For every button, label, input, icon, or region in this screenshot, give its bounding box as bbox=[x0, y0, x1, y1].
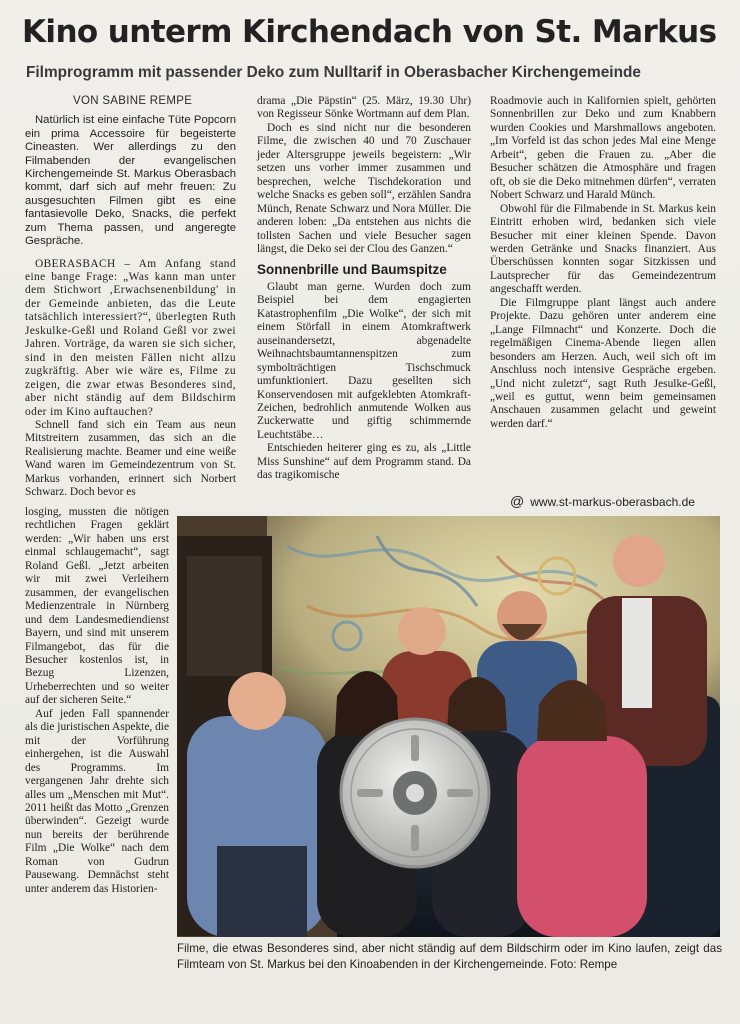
photo-caption: Filme, die etwas Besonderes sind, aber nicht ständig auf dem Bildschirm oder im Kino laufen, zeigt das Filmteam von St. Markus bei den Kinoabenden in der Kirchengemeinde. Foto: Rempe bbox=[177, 942, 722, 971]
article-column-3 bbox=[490, 95, 716, 431]
article-paragraph: Schnell fand sich ein Team aus neun Mitstreitern zusammen, das sich an die Realisierung machte. Beamer und eine weiße Wand waren im Gemeindezentrum von St. Markus vorhanden, erinnert sich Norbert Schwarz. Doch bevor es bbox=[25, 418, 236, 499]
web-link[interactable] bbox=[510, 493, 695, 509]
subheadline: Filmprogramm mit passender Deko zum Nulltarif in Oberasbacher Kirchengemeinde bbox=[26, 64, 641, 81]
article-paragraph: drama „Die Päpstin“ (25. März, 19.30 Uhr) von Regisseur Sönke Wortmann auf dem Plan. bbox=[257, 95, 471, 121]
byline: VON SABINE REMPE bbox=[73, 95, 193, 107]
at-icon: @ bbox=[510, 493, 525, 509]
article-column-2 bbox=[257, 95, 471, 483]
article-column-1 bbox=[25, 95, 236, 500]
article-paragraph: OBERASBACH – Am Anfang stand eine bange Frage: „Was kann man unter dem Stichwort ‚Erwachsenenbildung' in der Gemeinde anbieten, das die Leute tatsächlich interessiert?“, überlegten Ruth Jeskulke-Geßl und Roland Geßl vor zwei Jahren. Vorträge, da waren sie sich sicher, sind in den meisten Fällen nicht allzu zugkräftig. Aber wie wäre es, Filme zu zeigen, die zwar etwas Besonderes sind, aber nicht ständig auf dem Bildschirm oder im Kino auftauchen? bbox=[25, 257, 236, 418]
article-paragraph: Doch es sind nicht nur die besonderen Filme, die zwischen 40 und 70 Zuschauer jeder Altersgruppe jeweils begeistern: „Wir setzen uns vorher immer zusammen und besprechen, welche Tischdekoration und welche Snacks es geben soll“, erzählen Sandra Münch, Renate Schwarz und Nora Müller. Die anderen loben: „Da entstehen aus nichts die tollsten Sachen und viele Besucher sagen längst, die Deko sei der Clou des Ganzen.“ bbox=[257, 121, 471, 255]
article-paragraph: Die Filmgruppe plant längst auch andere Projekte. Dazu gehören unter anderem eine „Lange Filmnacht“ und Konzerte. Doch die regelmäßigen Cinema-Abende liegen allen besonders am Herzen. Auch, weil sich oft im Anschluss noch intensive Gespräche ergeben. „Und nicht zuletzt“, sagt Ruth Jesulke-Geßl, „weil es guttut, wenn beim gemeinsamen Anschauen zusammen gelacht und geweint werden darf.“ bbox=[490, 296, 716, 430]
photo-film-team-illustration bbox=[177, 516, 720, 937]
article-paragraph: Glaubt man gerne. Wurden doch zum Beispiel bei dem engagierten Katastrophenfilm „Die Wolke“, der sich mit einem Störfall in einem Atomkraftwerk auseinandersetzt, abgenadelte Weihnachtsbaumtannenspitzen zum symbolträchtigen Tischschmuck umfunktioniert. Dazu gesellten sich Konservendosen mit aufgeklebten Atomkraft-Zeichen, bedrohlich anmutende Wolken aus Zuckerwatte und giftig schimmernde Leuchtstäbe… bbox=[257, 280, 471, 441]
web-url[interactable]: www.st-markus-oberasbach.de bbox=[530, 495, 695, 509]
article-paragraph: Auf jeden Fall spannender als die juristischen Aspekte, die mit der Vorführung einhergehen, ist die Auswahl des Programms. Im vergangenen Jahr drehte sich alles um „Menschen mit Mut“. 2011 heißt das Motto „Grenzen überwinden“. Gezeigt wurde nun bereits der berührende Film „Die Wolke“ nach dem Roman von Gudrun Pausewang. Demnächst steht unter anderem das Historien- bbox=[25, 707, 169, 895]
article-narrow-column bbox=[25, 506, 169, 896]
article-lead: Natürlich ist eine einfache Tüte Popcorn ein prima Accessoire für begeisterte Cineasten. Wer allerdings zu den Filmabenden der evangelischen Kirchengemeinde St. Markus Oberasbach kommt, darf sich auf mehr freuen: Zu ausgesuchten Filmen gibt es eine fantasievolle Deko, Snacks, die perfekt zum Thema passen, und angeregte Gespräche. bbox=[25, 114, 236, 248]
article-paragraph: Obwohl für die Filmabende in St. Markus kein Eintritt erhoben wird, bedanken sich viele Besucher mit einer kleinen Spende. Davon werden Getränke und Snacks finanziert. Aus Überschüssen konnten sogar Sitzkissen und Lautsprecher für das Gemeindezentrum angeschafft werden. bbox=[490, 202, 716, 296]
headline: Kino unterm Kirchendach von St. Markus bbox=[22, 14, 717, 50]
article-paragraph: losging, mussten die nötigen rechtlichen Fragen geklärt werden: „Wir haben uns erst einmal schlaugemacht“, sagt Roland Geßl. „Jetzt arbeiten wir mit zwei Verleihern zusammen, der evangelischen Medienzentrale in Nürnberg und dem Landesmediendienst Bayern, und sind mit unserem Filmangebot, das für die Besucher kostenlos ist, in Bezug Lizenzen, Urheberrechten und so weiter auf der sicheren Seite.“ bbox=[25, 506, 169, 707]
article-paragraph: Roadmovie auch in Kalifornien spielt, gehörten Sonnenbrillen zur Deko und zum Knabbern wurden Cookies und Marshmallows angeboten. „Im Vorfeld ist das schon jedes Mal eine Menge Arbeit“, geben die Frauen zu. „Aber die Besucher schätzen die Atmosphäre und fragen oft, ob sie die Deko mitnehmen dürfen“, verraten Nobert Schwarz und Harald Münch. bbox=[490, 95, 716, 202]
film-reel bbox=[341, 719, 489, 867]
article-paragraph: Entschieden heiterer ging es zu, als „Little Miss Sunshine“ auf dem Programm stand. Da das tragikomische bbox=[257, 442, 471, 482]
article-photo bbox=[177, 516, 720, 937]
crosshead: Sonnenbrille und Baumspitze bbox=[257, 262, 447, 278]
